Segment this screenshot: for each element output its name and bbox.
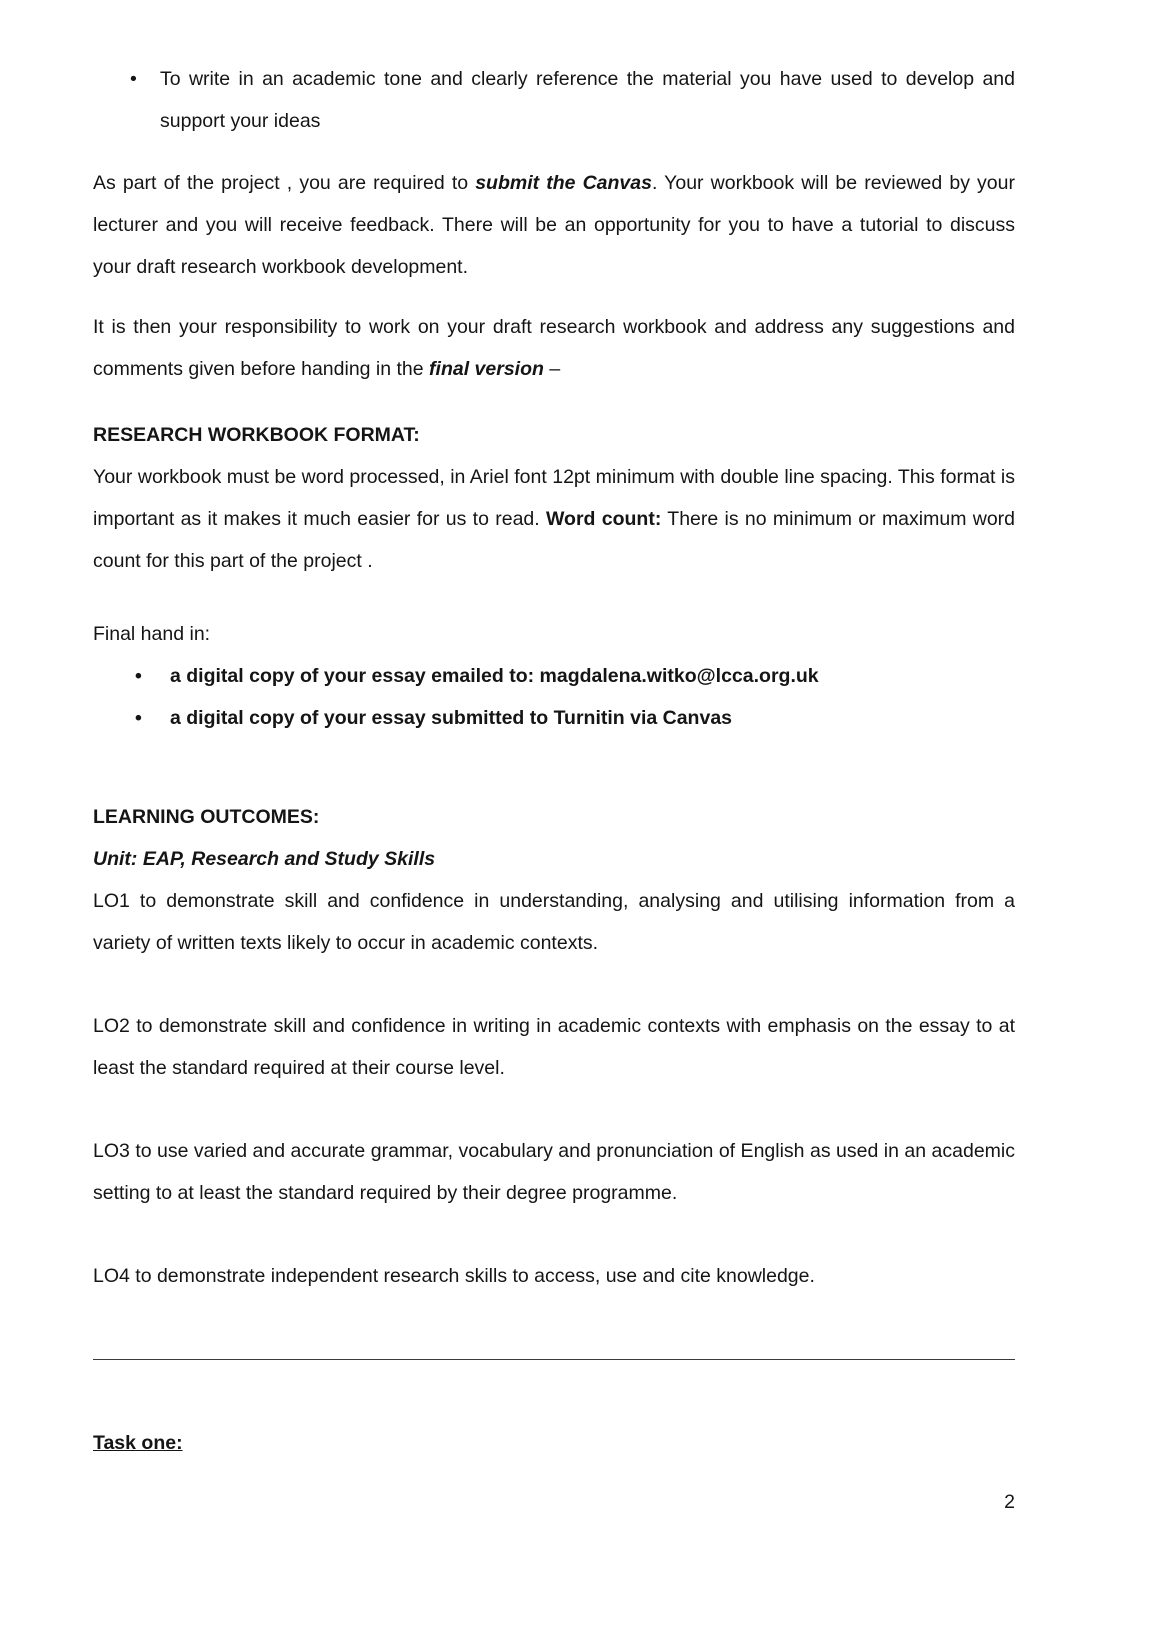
list-item-text: To write in an academic tone and clearly reference the material you have used to develop and support your ideas	[160, 68, 1015, 132]
section-divider	[93, 1359, 1015, 1360]
list-item-text: a digital copy of your essay submitted to Turnitin via Canvas	[170, 707, 733, 729]
paragraph-lo3: LO3 to use varied and accurate grammar, vocabulary and pronunciation of English as used in an academic setting to at least the standard required by their degree programme.	[93, 1140, 1015, 1204]
text-run: There is no minimum or maximum word count for this part of the project .	[93, 508, 1016, 572]
text-run: . Your workbook will be reviewed by your lecturer and you will receive feedback. There will be an opportunity for you to have a tutorial to discuss your draft research workbook development.	[93, 172, 1015, 278]
paragraph-responsibility	[93, 306, 1015, 390]
paragraph-lo2: LO2 to demonstrate skill and confidence in writing in academic contexts with emphasis on the essay to at least the standard required at their course level.	[93, 1015, 1015, 1079]
list-item	[93, 697, 1015, 739]
text-run: Your workbook must be word processed, in Ariel font 12pt minimum with double line spacing. This format is important as it makes it much easier for us to read.	[93, 466, 1015, 530]
final-hand-in-label: Final hand in:	[93, 623, 211, 645]
text-run: It is then your responsibility to work on your draft research workbook and address any suggestions and comments given before handing in the	[93, 316, 1015, 380]
page-number: 2	[1004, 1491, 1015, 1513]
section-heading-workbook-format: RESEARCH WORKBOOK FORMAT:	[93, 424, 420, 446]
paragraph-format-details	[93, 456, 1015, 582]
text-run: As part of the project , you are required to	[93, 172, 476, 194]
text-run: –	[543, 358, 561, 380]
unit-subheading: Unit: EAP, Research and Study Skills	[93, 848, 436, 870]
list-item	[93, 655, 1015, 697]
text-run-bold: Word count:	[546, 508, 662, 530]
bullet-icon: •	[135, 707, 142, 729]
bullet-icon: •	[135, 665, 142, 687]
paragraph-lo1: LO1 to demonstrate skill and confidence in understanding, analysing and utilising information from a variety of written texts likely to occur in academic contexts.	[93, 890, 1015, 954]
paragraph-canvas-submission	[93, 162, 1015, 288]
text-run-emphasis: submit the Canvas	[475, 172, 652, 194]
task-one-heading: Task one:	[93, 1432, 183, 1454]
text-run-emphasis: final version	[429, 358, 544, 380]
list-item-text: a digital copy of your essay emailed to: magdalena.witko@lcca.org.uk	[170, 665, 819, 687]
list-item	[93, 58, 1015, 142]
paragraph-lo4: LO4 to demonstrate independent research skills to access, use and cite knowledge.	[93, 1265, 815, 1287]
section-heading-learning-outcomes: LEARNING OUTCOMES:	[93, 806, 320, 828]
bullet-icon: •	[130, 68, 137, 90]
